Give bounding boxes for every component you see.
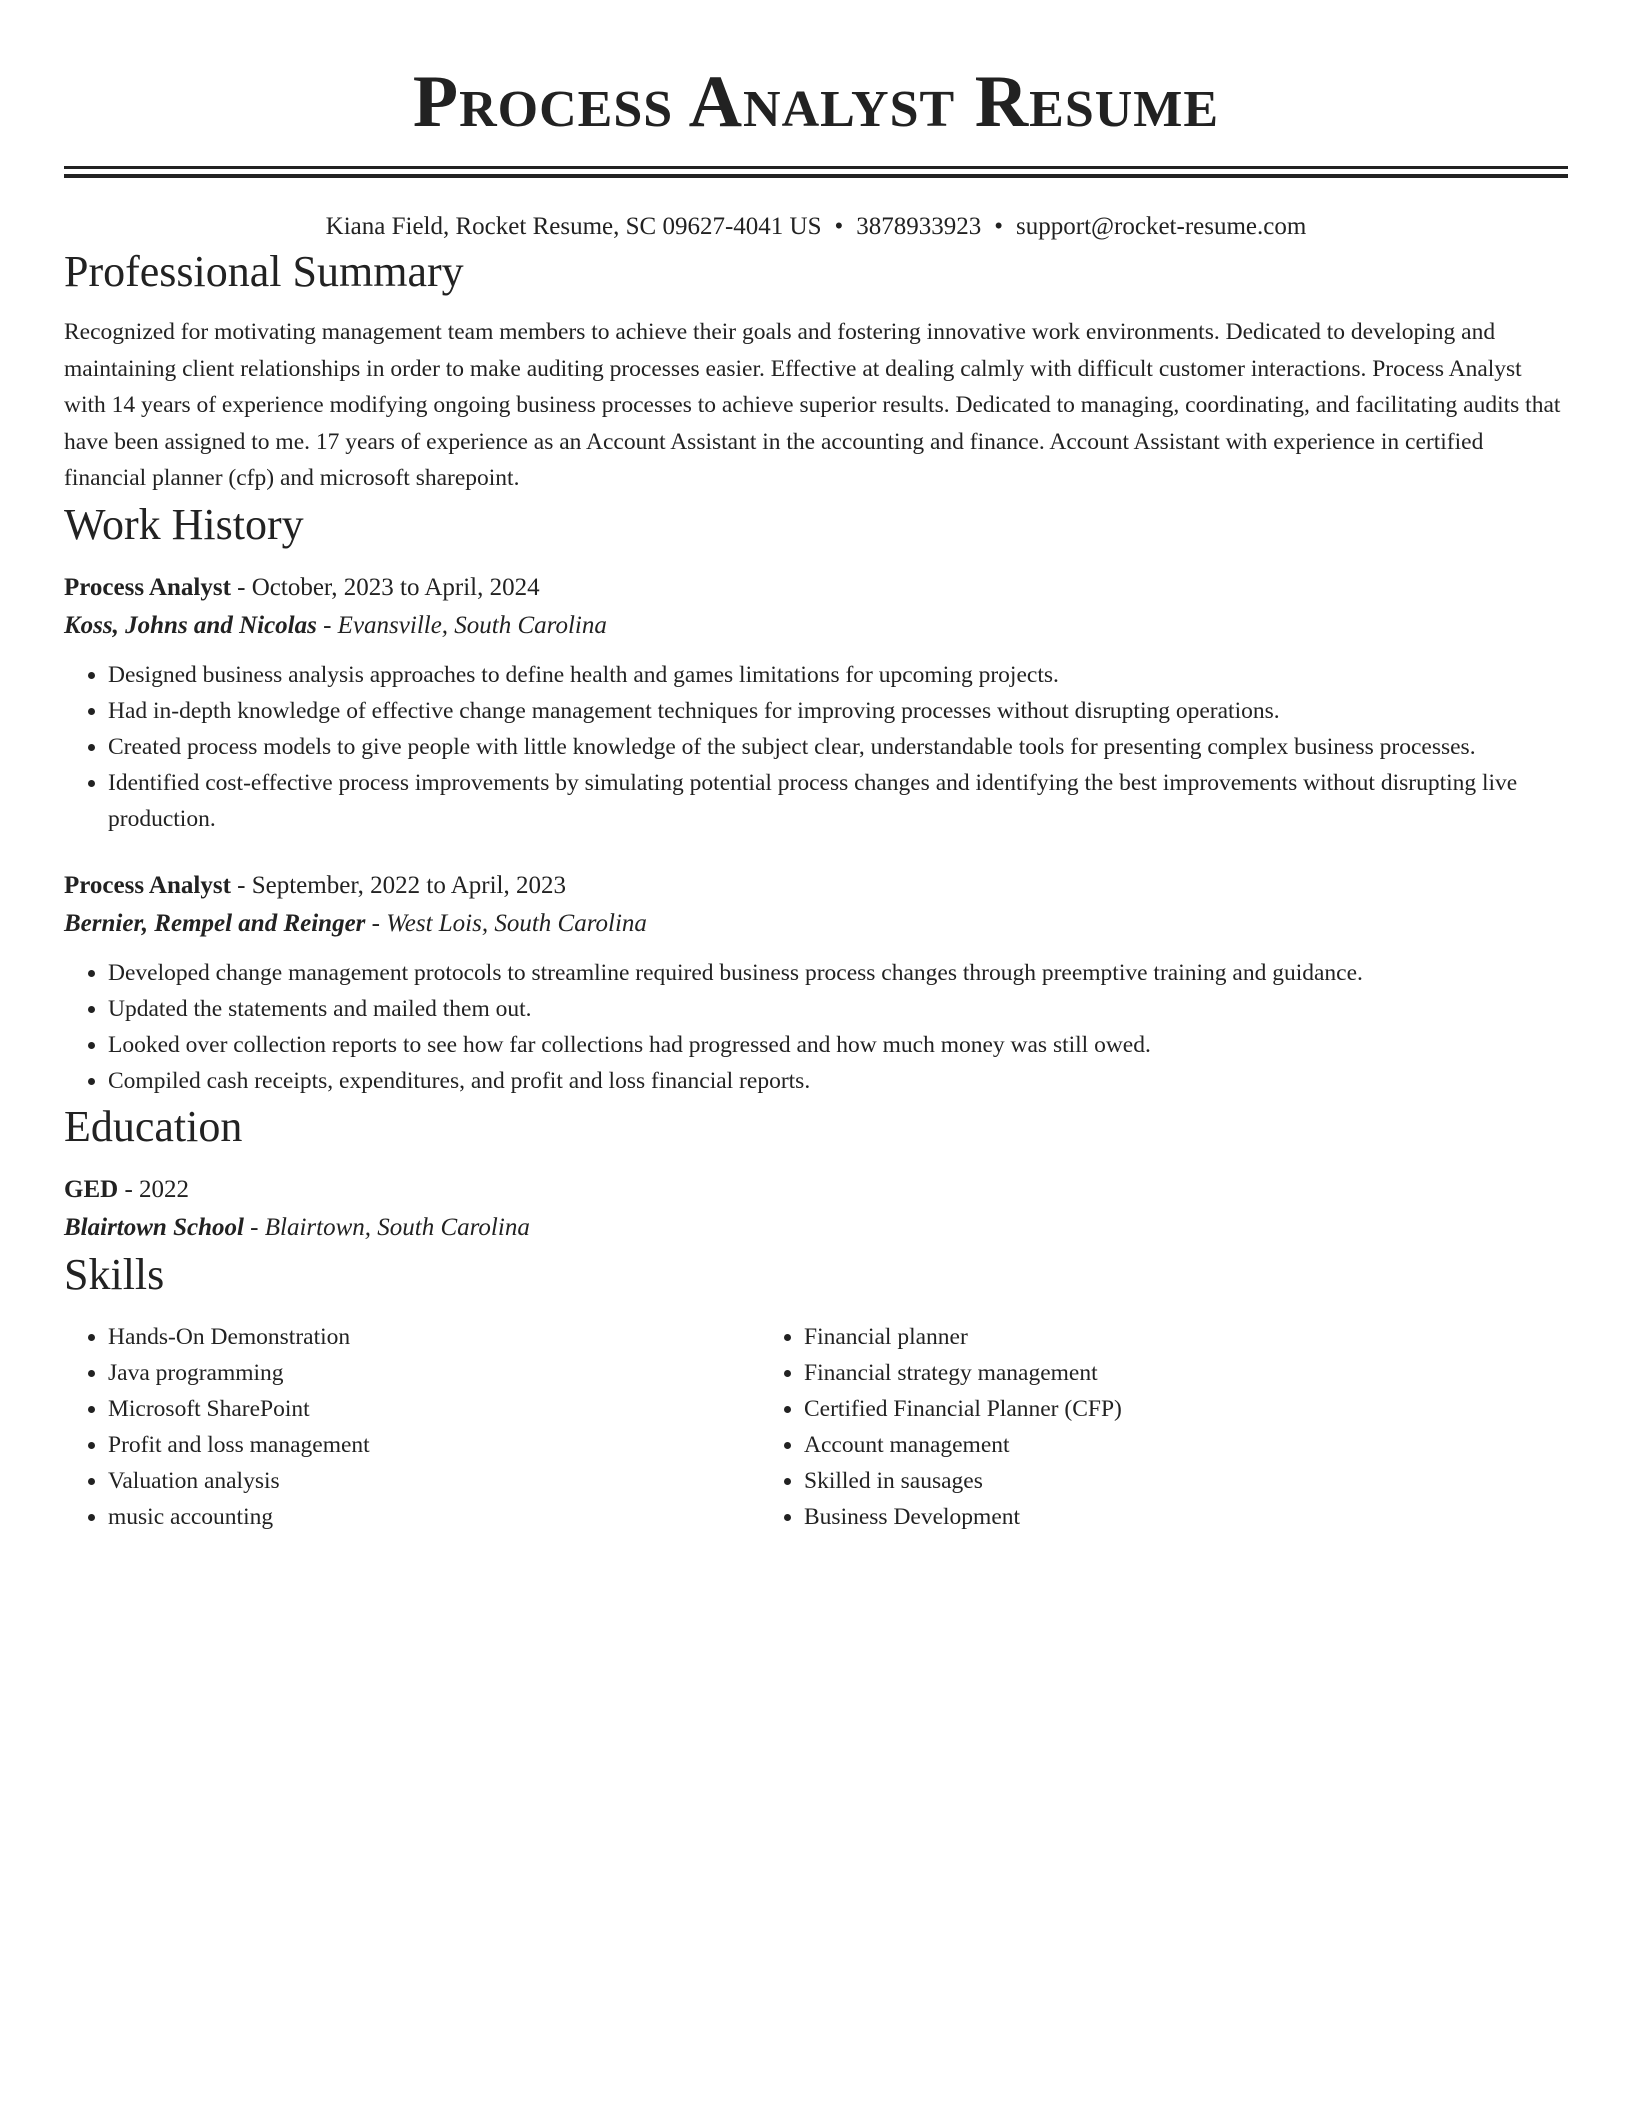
contact-email: support@rocket-resume.com — [1016, 213, 1307, 240]
job-title: Process Analyst — [64, 573, 231, 601]
job-dates: - September, 2022 to April, 2023 — [230, 871, 566, 899]
contact-line — [64, 210, 1568, 244]
title-divider — [64, 166, 1568, 178]
education-degree: GED — [64, 1175, 119, 1203]
job-title: Process Analyst — [64, 871, 231, 899]
contact-separator: • — [834, 213, 844, 240]
job-title-line — [64, 569, 1568, 607]
skills-list-right — [760, 1319, 1456, 1535]
skills-heading: Skills — [64, 1249, 165, 1299]
job-bullet: • Designed business analysis approaches to define health and games limitations for upcoming projects. — [108, 657, 1568, 693]
job-company-line — [64, 905, 1568, 943]
skill-item: • Hands-On Demonstration — [108, 1319, 760, 1355]
job-company-line — [64, 607, 1568, 645]
job-location: - Evansville, South Carolina — [316, 611, 607, 639]
skill-item: • Account management — [804, 1427, 1456, 1463]
skill-item: • music accounting — [108, 1499, 760, 1535]
skills-columns — [64, 1319, 1568, 1535]
summary-heading: Professional Summary — [64, 247, 464, 296]
skill-item: • Profit and loss management — [108, 1427, 760, 1463]
skill-item: • Financial planner — [804, 1319, 1456, 1355]
education-year: - 2022 — [118, 1175, 190, 1203]
skill-item: • Valuation analysis — [108, 1463, 760, 1499]
skill-item: • Java programming — [108, 1355, 760, 1391]
skill-item: • Business Development — [804, 1499, 1456, 1535]
job-bullets — [64, 955, 1568, 1099]
education-school: Blairtown School — [64, 1213, 244, 1241]
job-bullet: • Updated the statements and mailed them out. — [108, 991, 1568, 1027]
education-school-line — [64, 1209, 1568, 1247]
job-bullet: • Had in-depth knowledge of effective change management techniques for improving processes without disrupting operations. — [108, 693, 1568, 729]
job-bullet: • Identified cost-effective process improvements by simulating potential process changes and identifying the best improvements without disrupting live production. — [108, 765, 1568, 837]
skills-list-left — [64, 1319, 760, 1535]
job-entry — [64, 569, 1568, 837]
resume-title: Process Analyst Resume — [412, 61, 1220, 143]
skill-item: • Certified Financial Planner (CFP) — [804, 1391, 1456, 1427]
education-location: - Blairtown, South Carolina — [243, 1213, 530, 1241]
skill-item: • Skilled in sausages — [804, 1463, 1456, 1499]
job-title-line — [64, 867, 1568, 905]
job-company: Bernier, Rempel and Reinger — [64, 909, 366, 937]
contact-address: Kiana Field, Rocket Resume, SC 09627-4041 US — [325, 213, 822, 240]
education-heading: Education — [64, 1101, 243, 1151]
job-dates: - October, 2023 to April, 2024 — [230, 573, 540, 601]
job-bullet: • Developed change management protocols to streamline required business process changes through preemptive training and guidance. — [108, 955, 1568, 991]
job-company: Koss, Johns and Nicolas — [64, 611, 317, 639]
skill-item: • Microsoft SharePoint — [108, 1391, 760, 1427]
work-history-heading: Work History — [64, 499, 304, 549]
job-location: - West Lois, South Carolina — [365, 909, 647, 937]
contact-phone: 3878933923 — [856, 213, 982, 240]
job-bullet: • Compiled cash receipts, expenditures, and profit and loss financial reports. — [108, 1063, 1568, 1099]
job-entry — [64, 867, 1568, 1099]
education-entry — [64, 1171, 1568, 1247]
skill-item: • Financial strategy management — [804, 1355, 1456, 1391]
job-bullet: • Looked over collection reports to see how far collections had progressed and how much money was still owed. — [108, 1027, 1568, 1063]
job-bullet: • Created process models to give people with little knowledge of the subject clear, understandable tools for presenting complex business processes. — [108, 729, 1568, 765]
education-degree-line — [64, 1171, 1568, 1209]
job-bullets — [64, 657, 1568, 837]
summary-text: Recognized for motivating management team members to achieve their goals and fostering innovative work environments. Dedicated to developing and maintaining client relationships in order to make auditing processes easier. Effective at dealing calmly with difficult customer interactions. Process Analyst with 14 years of experience modifying ongoing business processes to achieve superior results. Dedicated to managing, coordinating, and facilitating audits that have been assigned to me. 17 years of experience as an Account Assistant in the accounting and finance. Account Assistant with experience in certified financial planner (cfp) and microsoft sharepoint. — [64, 319, 1561, 491]
contact-separator: • — [994, 213, 1004, 240]
